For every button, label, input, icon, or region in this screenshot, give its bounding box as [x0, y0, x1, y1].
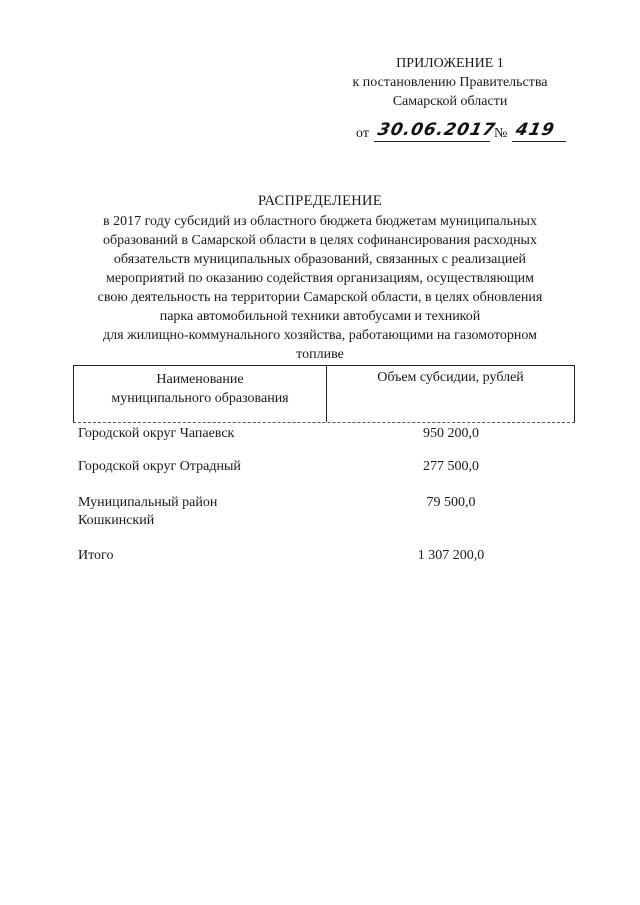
document-title: РАСПРЕДЕЛЕНИЕ — [258, 193, 382, 209]
subtitle-line: свою деятельность на территории Самарской области, в целях обновления — [97, 290, 543, 305]
row-value: 79 500,0 — [426, 495, 476, 510]
row-name-line: Городской округ Чапаевск — [78, 426, 235, 441]
handwritten-number: 419 — [513, 120, 557, 140]
subtitle-line: обязательств муниципальных образований, связанных с реализацией — [113, 252, 527, 267]
document-subtitle — [60, 212, 580, 364]
date-underline — [374, 141, 490, 142]
subtitle-line: парка автомобильной техники автобусами и техникой — [159, 309, 481, 324]
appendix-line: к постановлению Правительства — [352, 75, 548, 90]
table-header — [73, 365, 575, 423]
row-name — [78, 547, 298, 565]
appendix-block — [330, 54, 570, 111]
column-header-line: муниципального образования — [111, 391, 289, 406]
row-value: 277 500,0 — [423, 459, 479, 474]
row-name — [78, 458, 298, 476]
row-name — [78, 425, 298, 443]
decree-reference — [356, 122, 576, 148]
row-name — [78, 494, 298, 530]
row-value: 950 200,0 — [423, 426, 479, 441]
from-label: от — [356, 126, 369, 141]
appendix-line: Самарской области — [392, 94, 508, 109]
number-label: № — [494, 126, 508, 141]
handwritten-date: 30.06.2017 — [375, 120, 498, 140]
subtitle-line: образований в Самарской области в целях софинансирования расходных — [103, 233, 537, 248]
appendix-line: ПРИЛОЖЕНИЕ 1 — [396, 56, 504, 71]
subtitle-line: для жилищно-коммунального хозяйства, работающими на газомоторном — [103, 328, 537, 343]
column-header-name — [74, 370, 326, 408]
subtitle-line: в 2017 году субсидий из областного бюджета бюджетам муниципальных — [103, 214, 537, 229]
number-underline — [512, 141, 566, 142]
subtitle-line: топливе — [296, 347, 344, 362]
row-name-line: Городской округ Отрадный — [78, 459, 241, 474]
row-name-line: Муниципальный район — [78, 495, 218, 510]
column-header-line: Наименование — [156, 372, 244, 387]
row-name-line: Итого — [78, 548, 114, 563]
column-header-amount: Объем субсидии, рублей — [377, 370, 524, 385]
row-name-line: Кошкинский — [78, 513, 155, 528]
subtitle-line: мероприятий по оказанию содействия организациям, осуществляющим — [105, 271, 535, 286]
row-value: 1 307 200,0 — [417, 548, 485, 563]
